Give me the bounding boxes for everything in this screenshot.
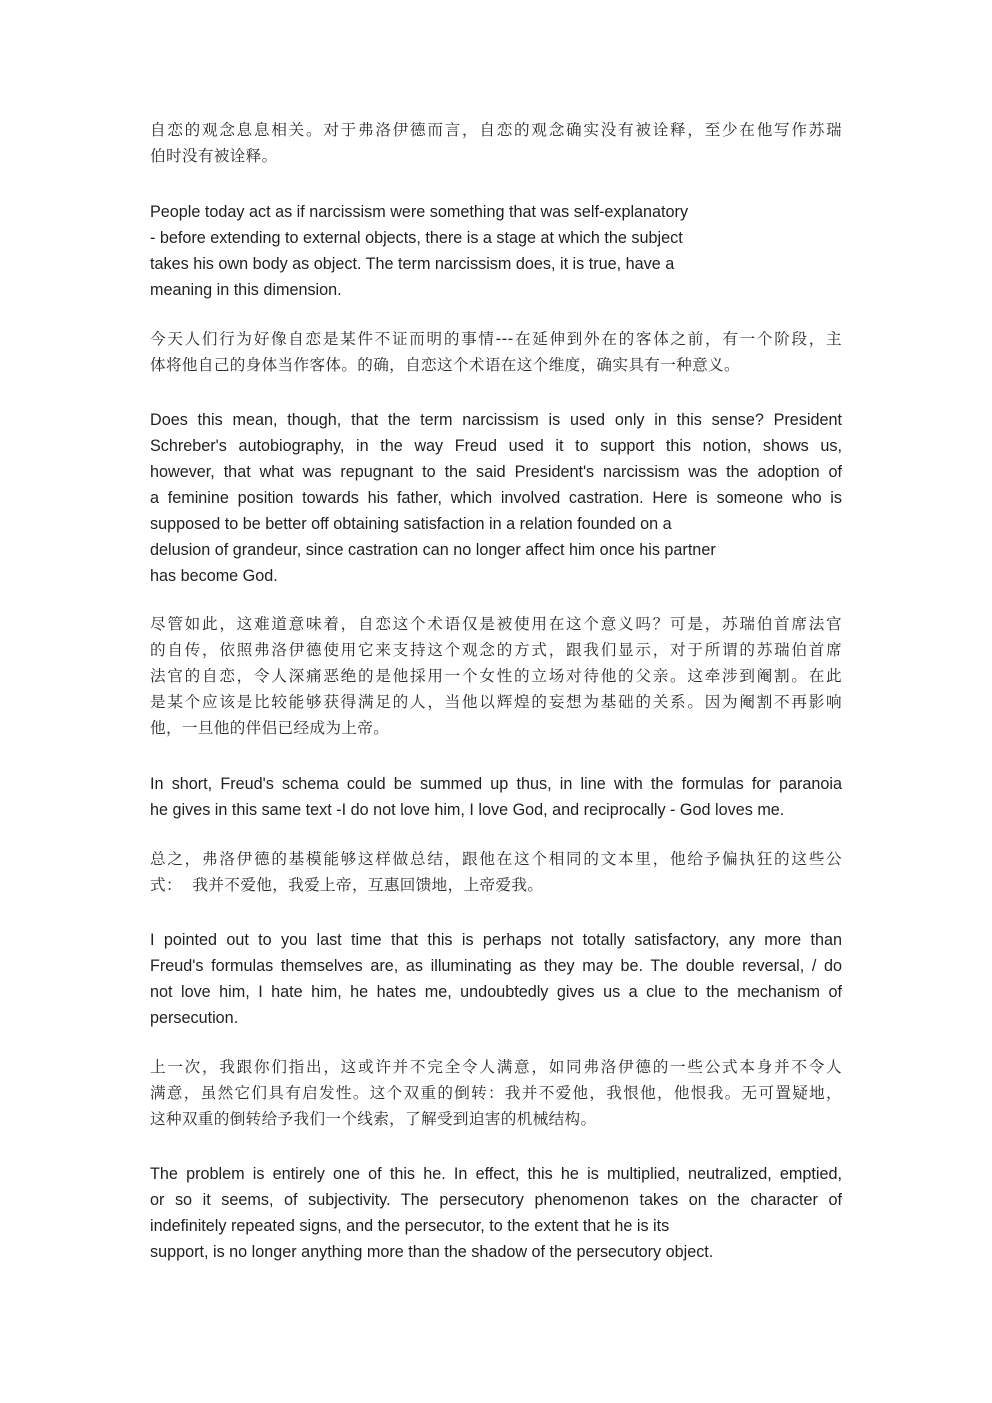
text-line: Does this mean, though, that the term narcissism is used only in this sense? President	[150, 411, 842, 429]
text-line: - before extending to external objects, there is a stage at which the subject	[150, 229, 683, 247]
text-line: 式： 我并不爱他，我爱上帝，互惠回馈地，上帝爱我。	[150, 876, 544, 894]
text-line: delusion of grandeur, since castration can no longer affect him once his partner	[150, 541, 716, 559]
text-line: supposed to be better off obtaining satisfaction in a relation founded on a	[150, 515, 672, 533]
text-line: persecution.	[150, 1009, 239, 1027]
text-line: 体将他自己的身体当作客体。的确，自恋这个术语在这个维度，确实具有一种意义。	[150, 356, 740, 374]
text-line: has become God.	[150, 567, 278, 585]
text-line: 尽管如此，这难道意味着，自恋这个术语仅是被使用在这个意义吗？可是，苏瑞伯首席法官	[150, 615, 842, 633]
paragraph-en-2	[150, 407, 842, 589]
text-line: 满意，虽然它们具有启发性。这个双重的倒转：我并不爱他，我恨他，他恨我。无可置疑地，	[150, 1084, 842, 1102]
text-line: takes his own body as object. The term narcissism does, it is true, have a	[150, 255, 675, 273]
text-line: I pointed out to you last time that this is perhaps not totally satisfactory, any more than	[150, 931, 842, 949]
text-line: meaning in this dimension.	[150, 281, 342, 299]
paragraph-en-1	[150, 199, 842, 303]
text-line: 法官的自恋，令人深痛恶绝的是他採用一个女性的立场对待他的父亲。这牵涉到阉割。在此	[150, 667, 842, 685]
text-line: indefinitely repeated signs, and the persecutor, to the extent that he is its	[150, 1217, 670, 1235]
paragraph-zh-2	[150, 326, 842, 378]
text-line: 总之，弗洛伊德的基模能够这样做总结，跟他在这个相同的文本里，他给予偏执狂的这些公	[150, 850, 842, 868]
text-line: The problem is entirely one of this he. In effect, this he is multiplied, neutralized, emptied,	[150, 1165, 842, 1183]
text-line: or so it seems, of subjectivity. The persecutory phenomenon takes on the character of	[150, 1191, 842, 1209]
paragraph-zh-4	[150, 846, 842, 898]
paragraph-en-3	[150, 771, 842, 823]
text-line: support, is no longer anything more than the shadow of the persecutory object.	[150, 1243, 714, 1261]
text-line: a feminine position towards his father, which involved castration. Here is someone who is	[150, 489, 842, 507]
text-line: 的自传，依照弗洛伊德使用它来支持这个观念的方式，跟我们显示，对于所谓的苏瑞伯首席	[150, 641, 842, 659]
text-line: 自恋的观念息息相关。对于弗洛伊德而言，自恋的观念确实没有被诠释，至少在他写作苏瑞	[150, 121, 842, 139]
text-line: 是某个应该是比较能够获得满足的人，当他以辉煌的妄想为基础的关系。因为阉割不再影响	[150, 693, 842, 711]
paragraph-zh-3	[150, 611, 842, 741]
paragraph-en-4	[150, 927, 842, 1031]
text-line: People today act as if narcissism were something that was self-explanatory	[150, 203, 689, 221]
text-line: Schreber's autobiography, in the way Freud used it to support this notion, shows us,	[150, 437, 842, 455]
text-line: 今天人们行为好像自恋是某件不证而明的事情---在延伸到外在的客体之前，有一个阶段，主	[150, 330, 842, 348]
text-line: not love him, I hate him, he hates me, undoubtedly gives us a clue to the mechanism of	[150, 983, 842, 1001]
text-line: however, that what was repugnant to the said President's narcissism was the adoption of	[150, 463, 842, 481]
text-line: he gives in this same text -I do not love him, I love God, and reciprocally - God loves me.	[150, 801, 785, 819]
text-line: Freud's formulas themselves are, as illuminating as they may be. The double reversal, / do	[150, 957, 842, 975]
text-line: In short, Freud's schema could be summed up thus, in line with the formulas for paranoia	[150, 775, 842, 793]
paragraph-zh-5	[150, 1054, 842, 1132]
paragraph-zh-1	[150, 117, 842, 169]
text-line: 伯时没有被诠释。	[150, 147, 278, 165]
text-line: 这种双重的倒转给予我们一个线索，了解受到迫害的机械结构。	[150, 1110, 597, 1128]
text-line: 上一次，我跟你们指出，这或许并不完全令人满意，如同弗洛伊德的一些公式本身并不令人	[150, 1058, 842, 1076]
text-line: 他，一旦他的伴侣已经成为上帝。	[150, 719, 390, 737]
paragraph-en-5	[150, 1161, 842, 1265]
